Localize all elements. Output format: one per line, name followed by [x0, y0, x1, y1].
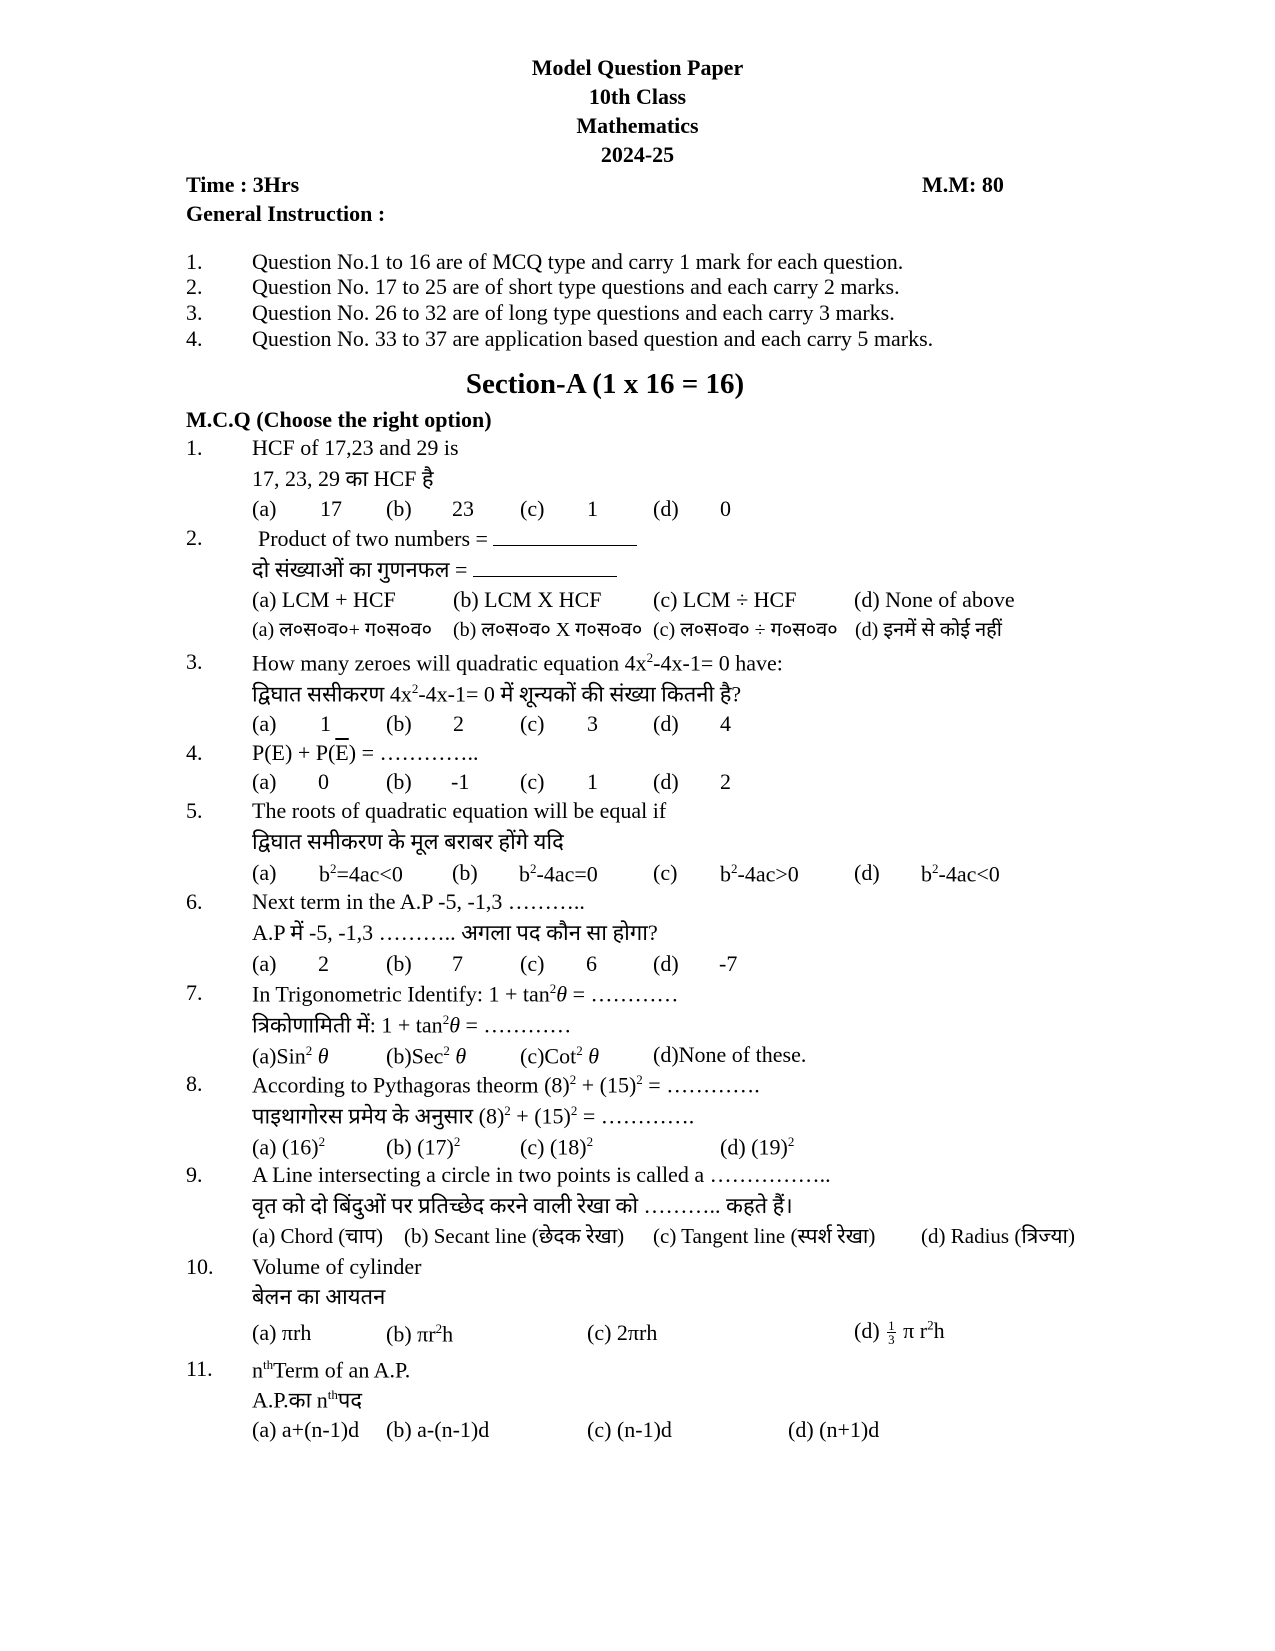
- question-number: 5.: [186, 798, 203, 823]
- option-value: $b^2-4ac<0$: [921, 861, 1000, 887]
- option-value: 2: [318, 951, 329, 976]
- option: (c) (n-1)d: [587, 1417, 672, 1442]
- option: (a) LCM + HCF: [252, 587, 396, 612]
- question-text-hi: बेलन का आयतन: [252, 1284, 386, 1309]
- option-value: 0: [720, 496, 731, 521]
- class-label: 10th Class: [588, 84, 687, 109]
- option-value: 23: [452, 496, 474, 521]
- question-text-en: $n^{th}Term$ of an A.P.: [252, 1357, 411, 1383]
- question-text-en: Volume of cylinder: [252, 1254, 422, 1279]
- option-label: (c): [520, 951, 545, 976]
- option-label: (a): [252, 951, 277, 976]
- general-instruction-heading: General Instruction :: [186, 201, 386, 226]
- option-label: (b): [386, 711, 412, 736]
- option-label: (d): [653, 711, 679, 736]
- option-value: $b^2-4ac=0$: [519, 861, 598, 887]
- option-label: (d): [653, 951, 679, 976]
- question-text-en: Next term in the A.P -5, -1,3 ………..: [252, 889, 585, 914]
- option-value: 1: [320, 711, 331, 736]
- year-label: 2024-25: [600, 142, 675, 167]
- instruction-text: Question No. 33 to 37 are application based question and each carry 5 marks.: [252, 326, 934, 351]
- option-label: (c): [520, 769, 545, 794]
- option-label: (d): [653, 769, 679, 794]
- question-number: 1.: [186, 435, 203, 460]
- option: (c) 2πrh: [587, 1320, 658, 1345]
- option-value: $b^2-4ac>0$: [720, 861, 799, 887]
- option-value: 17: [320, 496, 342, 521]
- option: (a) a+(n-1)d: [252, 1417, 360, 1442]
- section-title: Section-A (1 x 16 = 16): [465, 368, 745, 400]
- option-label: (c): [653, 860, 678, 885]
- option: (b) $\pi r^2h$: [386, 1321, 454, 1347]
- question-number: 9.: [186, 1162, 203, 1187]
- subject-label: Mathematics: [576, 113, 699, 138]
- option: (b)Sec$^2$ θ: [386, 1043, 467, 1069]
- answer-blank: [493, 527, 637, 546]
- option-hi: (a) ल०स०व०+ ग०स०व०: [252, 619, 432, 641]
- option-value: 2: [720, 769, 731, 794]
- question-text-en: According to Pythagoras theorm $(8)^2 + (15)^2$ = ………….: [252, 1072, 760, 1098]
- option: (d) $(19)^2$: [720, 1134, 795, 1160]
- option-value: $b^2=4ac<0$: [319, 861, 403, 887]
- question-text-hi: A.P में -5, -1,3 ……….. अगला पद कौन सा होगा?: [252, 920, 658, 945]
- option-label: (b): [386, 769, 412, 794]
- option-label: (c): [520, 496, 545, 521]
- option-label: (a): [252, 769, 277, 794]
- option: (a) πrh: [252, 1320, 312, 1345]
- paper-title: Model Question Paper: [531, 55, 744, 80]
- option-label: (c): [520, 711, 545, 736]
- question-text-hi: वृत को दो बिंदुओं पर प्रतिच्छेद करने वाली रेखा को ……….. कहते हैं।: [252, 1193, 793, 1218]
- option: (d)None of these.: [653, 1042, 807, 1067]
- question-text-hi: दो संख्याओं का गुणनफल =: [252, 558, 617, 581]
- option: (c) Tangent line (स्पर्श रेखा): [653, 1224, 876, 1248]
- section-subtitle: M.C.Q (Choose the right option): [186, 407, 492, 432]
- option-value: 7: [452, 951, 463, 976]
- option: (c)Cot$^2$ θ: [520, 1043, 600, 1069]
- option: (a) $(16)^2$: [252, 1134, 326, 1160]
- time-label: Time : 3Hrs: [186, 172, 300, 197]
- question-text-en: The roots of quadratic equation will be equal if: [252, 798, 667, 823]
- option-value: 1: [587, 496, 598, 521]
- question-text-hi: द्विघात ससीकरण $4x^2-4x-1= 0$ में शून्यकों की संख्या कितनी है?: [252, 681, 742, 707]
- option-hi: (d) इनमें से कोई नहीं: [855, 619, 1002, 641]
- question-text-en: In Trigonometric Identify: $1 + \tan^2\theta$ = …………: [252, 981, 679, 1007]
- question-number: 10.: [186, 1254, 214, 1279]
- option: (d) Radius (त्रिज्या): [921, 1224, 1075, 1248]
- question-number: 3.: [186, 649, 203, 674]
- option-value: -1: [451, 769, 470, 794]
- instruction-number: 1.: [186, 249, 203, 274]
- option-label: (a): [252, 860, 277, 885]
- e-complement: $\overline{E}$: [335, 740, 349, 765]
- option-value: 6: [586, 951, 597, 976]
- option-label: (a): [252, 496, 277, 521]
- option-value: 0: [318, 769, 329, 794]
- option-value: 1: [587, 769, 598, 794]
- option-value: 2: [453, 711, 464, 736]
- instruction-number: 3.: [186, 300, 203, 325]
- instruction-text: Question No. 26 to 32 are of long type questions and each carry 3 marks.: [252, 300, 895, 325]
- question-text-hi: त्रिकोणामिती में: $1 + \tan^2\theta$ = …………: [252, 1012, 572, 1038]
- question-text-en: Product of two numbers =: [258, 527, 637, 550]
- option-value: 4: [720, 711, 731, 736]
- question-text-en: A Line intersecting a circle in two points is called a ……………..: [252, 1162, 831, 1187]
- option-label: (d): [854, 860, 880, 885]
- option: (b) $(17)^2$: [386, 1134, 461, 1160]
- option-label: (b): [452, 860, 478, 885]
- option-value: 3: [587, 711, 598, 736]
- option-hi: (b) ल०स०व० X ग०स०व०: [453, 619, 643, 641]
- instruction-number: 4.: [186, 326, 203, 351]
- question-text-hi: पाइथागोरस प्रमेय के अनुसार $(8)^2 + (15)^2$ = ………….: [252, 1103, 695, 1129]
- option-label: (a): [252, 711, 277, 736]
- option: (a) Chord (चाप): [252, 1224, 383, 1248]
- option: (d) $\frac{1}{3}$ π $r^2h$: [854, 1317, 945, 1348]
- max-marks-label: M.M: 80: [922, 172, 1004, 197]
- question-number: 2.: [186, 525, 203, 550]
- question-number: 11.: [186, 1356, 213, 1381]
- option: (c) LCM ÷ HCF: [653, 587, 797, 612]
- option: (b) LCM X HCF: [453, 587, 602, 612]
- answer-blank: [473, 558, 617, 577]
- question-number: 8.: [186, 1071, 203, 1096]
- option: (d) None of above: [854, 587, 1015, 612]
- option: (b) Secant line (छेदक रेखा): [404, 1224, 625, 1248]
- question-number: 7.: [186, 980, 203, 1005]
- instruction-number: 2.: [186, 274, 203, 299]
- option-label: (b): [386, 496, 412, 521]
- option-label: (d): [653, 496, 679, 521]
- option: (b) a-(n-1)d: [386, 1417, 490, 1442]
- option-label: (b): [386, 951, 412, 976]
- question-number: 4.: [186, 740, 203, 765]
- option-value: -7: [719, 951, 738, 976]
- question-text-en: HCF of 17,23 and 29 is: [252, 435, 459, 460]
- option: (a)Sin$^2$ θ: [252, 1043, 329, 1069]
- question-text-hi: 17, 23, 29 का HCF है: [252, 466, 434, 491]
- instruction-text: Question No.1 to 16 are of MCQ type and carry 1 mark for each question.: [252, 249, 904, 274]
- question-text-hi: द्विघात समीकरण के मूल बराबर होंगे यदि: [252, 829, 564, 854]
- option: (c) $(18)^2$: [520, 1134, 594, 1160]
- question-text-en: $P(E) + P(\overline{E})$ = …………..: [252, 740, 479, 765]
- question-number: 6.: [186, 889, 203, 914]
- question-text-hi: A.P.का $n^{th}पद$: [252, 1387, 363, 1413]
- fraction: $\frac{1}{3}$: [888, 1318, 895, 1348]
- option-hi: (c) ल०स०व० ÷ ग०स०व०: [653, 619, 838, 641]
- instruction-text: Question No. 17 to 25 are of short type questions and each carry 2 marks.: [252, 274, 900, 299]
- question-text-en: How many zeroes will quadratic equation $4x^2-4x-1= 0$ have:: [252, 650, 783, 676]
- option: (d) (n+1)d: [788, 1417, 880, 1442]
